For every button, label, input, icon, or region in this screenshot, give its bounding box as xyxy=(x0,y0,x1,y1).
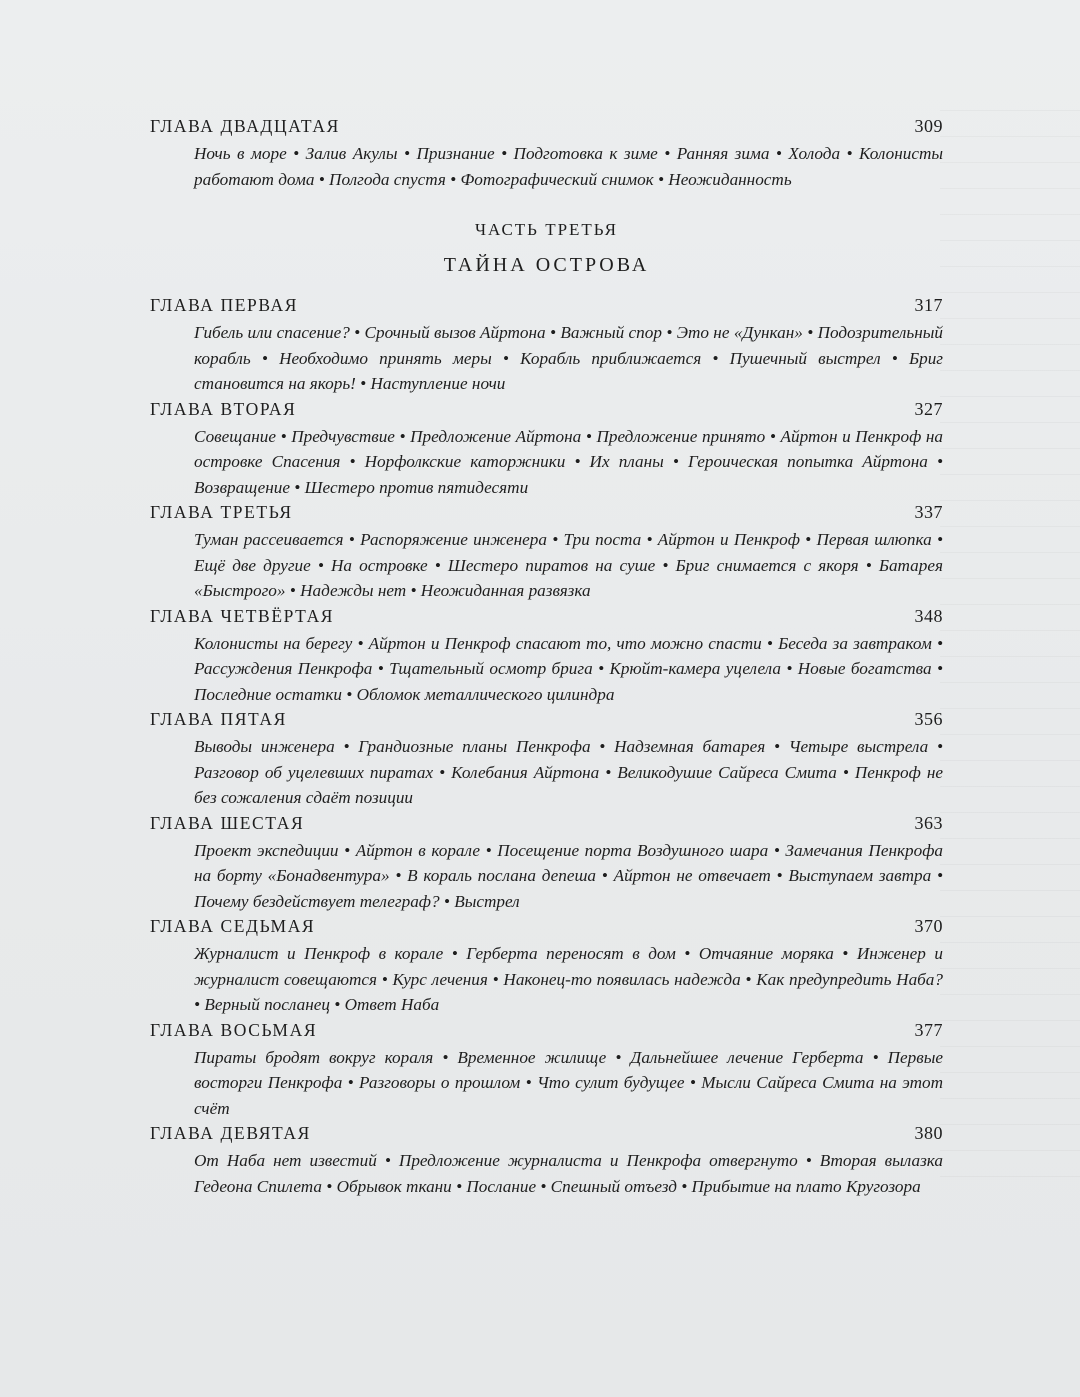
chapter-title: ГЛАВА ВТОРАЯ xyxy=(150,398,297,419)
chapter-title: ГЛАВА ШЕСТАЯ xyxy=(150,812,305,833)
part-title: ТАЙНА ОСТРОВА xyxy=(443,254,650,276)
chapter-entry-8 xyxy=(150,1020,943,1122)
chapter-title: ГЛАВА ТРЕТЬЯ xyxy=(150,502,293,522)
chapter-summary: Ночь в море • Залив Акулы • Признание • Подготовка к зиме • Ранняя зима • Холода • Колонисты работают дома • Полгода спустя • Фотографический снимок • Неожиданность xyxy=(194,144,943,189)
chapter-heading xyxy=(150,116,943,141)
chapter-summary: Выводы инженера • Грандиозные планы Пенкрофа • Надземная батарея • Четыре выстрела • Разговор об уцелевших пиратах • Колебания Айртона • Великодушие Сайреса Смита • Пенкроф не без сожаления сдаёт позиции xyxy=(194,737,943,807)
chapter-summary: Туман рассеивается • Распоряжение инженера • Три поста • Айртон и Пенкроф • Первая шлюпка • Ещё две другие • На островке • Шестеро пиратов на суше • Бриг снимается с якоря • Батарея «Быстрого» • Надежды нет • Неожиданная развязка xyxy=(194,530,943,600)
chapter-entry-6 xyxy=(150,813,943,915)
chapter-page-number: 370 xyxy=(914,916,943,936)
chapter-summary: Колонисты на берегу • Айртон и Пенкроф спасают то, что можно спасти • Беседа за завтраком • Рассуждения Пенкрофа • Тщательный осмотр брига • Крюйт-камера уцелела • Новые богатства • Последние остатки • Обломок металлического цилиндра xyxy=(194,633,943,704)
chapter-page-number: 327 xyxy=(914,398,943,419)
chapter-entry-9 xyxy=(150,1123,943,1199)
chapter-entry-5 xyxy=(150,709,943,811)
chapter-title: ГЛАВА ВОСЬМАЯ xyxy=(150,1019,318,1040)
chapter-page-number: 317 xyxy=(914,295,943,315)
chapter-page-number: 309 xyxy=(914,116,943,136)
chapter-title: ГЛАВА СЕДЬМАЯ xyxy=(150,916,316,936)
chapter-heading xyxy=(150,502,943,527)
chapter-page-number: 377 xyxy=(914,1019,943,1040)
chapter-title: ГЛАВА ДВАДЦАТАЯ xyxy=(150,116,340,136)
chapter-entry-2 xyxy=(150,399,943,501)
chapter-title: ГЛАВА ДЕВЯТАЯ xyxy=(150,1123,311,1143)
chapter-heading xyxy=(150,916,943,941)
chapter-entry-1 xyxy=(150,295,943,397)
chapter-heading xyxy=(150,295,943,320)
chapter-heading xyxy=(150,1123,943,1148)
chapter-summary: От Наба нет известий • Предложение журналиста и Пенкрофа отвергнуто • Вторая вылазка Гедеона Спилета • Обрывок ткани • Послание • Спешный отъезд • Прибытие на плато Кругозора xyxy=(194,1151,943,1196)
chapter-page-number: 337 xyxy=(914,502,943,522)
part-label: ЧАСТЬ ТРЕТЬЯ xyxy=(474,220,619,239)
chapter-summary: Совещание • Предчувствие • Предложение Айртона • Предложение принято • Айртон и Пенкроф на островке Спасения • Норфолкские каторжники • Их планы • Героическая попытка Айртона • Возвращение • Шестеро против пятидесяти xyxy=(194,426,943,497)
chapter-heading xyxy=(150,813,943,838)
chapter-entry-4 xyxy=(150,606,943,708)
chapter-summary: Гибель или спасение? • Срочный вызов Айртона • Важный спор • Это не «Дункан» • Подозрительный корабль • Необходимо принять меры • Корабль приближается • Пушечный выстрел • Бриг становится на якорь! • Наступление ночи xyxy=(194,323,943,393)
chapter-summary: Проект экспедиции • Айртон в корале • Посещение порта Воздушного шара • Замечания Пенкрофа на борту «Бонадвентура» • В кораль послана депеша • Айртон не отвечает • Выступаем завтра • Почему бездействует телеграф? • Выстрел xyxy=(194,840,943,911)
chapter-heading xyxy=(150,606,943,631)
chapter-page-number: 348 xyxy=(914,605,943,626)
chapter-entry-20 xyxy=(150,116,943,192)
chapter-heading xyxy=(150,399,943,424)
chapter-summary: Пираты бродят вокруг кораля • Временное жилище • Дальнейшее лечение Герберта • Первые восторги Пенкрофа • Разговоры о прошлом • Что сулит будущее • Мысли Сайреса Смита на этот счёт xyxy=(194,1047,943,1118)
chapter-title: ГЛАВА ЧЕТВЁРТАЯ xyxy=(150,605,335,626)
chapter-summary: Журналист и Пенкроф в корале • Герберта переносят в дом • Отчаяние моряка • Инженер и журналист совещаются • Курс лечения • Наконец-то появилась надежда • Как предупредить Наба? • Верный посланец • Ответ Наба xyxy=(194,944,943,1014)
chapter-title: ГЛАВА ПЕРВАЯ xyxy=(150,295,299,315)
chapter-heading xyxy=(150,1020,943,1045)
show-through-text xyxy=(940,110,1080,1190)
chapter-page-number: 380 xyxy=(914,1123,943,1143)
table-of-contents xyxy=(150,116,943,1201)
chapter-title: ГЛАВА ПЯТАЯ xyxy=(150,709,287,729)
part-heading xyxy=(150,220,943,277)
chapter-entry-3 xyxy=(150,502,943,604)
chapter-page-number: 356 xyxy=(914,709,943,729)
chapter-heading xyxy=(150,709,943,734)
chapter-entry-7 xyxy=(150,916,943,1018)
chapter-page-number: 363 xyxy=(914,812,943,833)
